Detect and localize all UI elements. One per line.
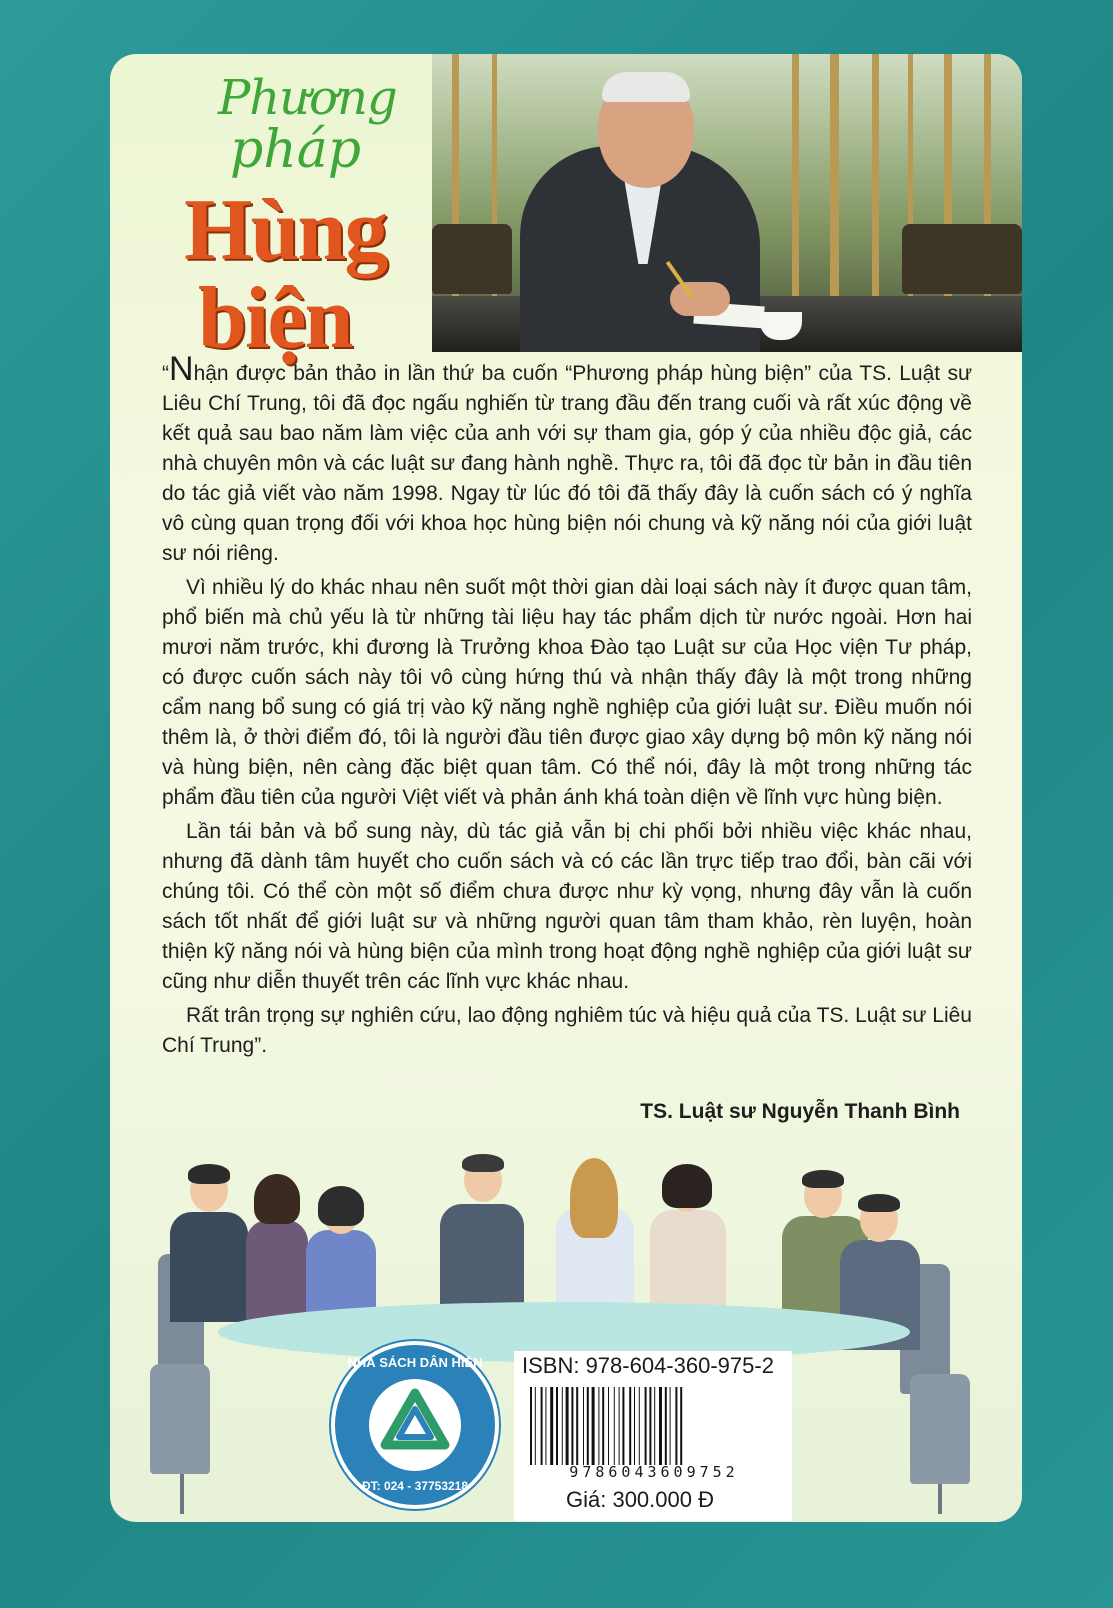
open-quote-mark: “ [162, 362, 169, 385]
quote-author: TS. Luật sư Nguyễn Thanh Bình [640, 1100, 960, 1123]
title-line-bien: biện [198, 270, 352, 367]
barcode-bar [556, 1387, 558, 1465]
chair [150, 1364, 210, 1474]
wicker-chair [432, 224, 512, 294]
barcode-bar [634, 1387, 635, 1465]
barcode-bar [649, 1387, 651, 1465]
wicker-chair [902, 224, 1022, 294]
man-hand [670, 282, 730, 316]
quote-paragraph-1 [162, 350, 972, 569]
review-quote [162, 350, 972, 1065]
publisher-phone: ĐT: 024 - 37753218 [361, 1479, 469, 1493]
isbn-number: ISBN: 978-604-360-975-2 [522, 1353, 774, 1378]
barcode-bar [545, 1387, 546, 1465]
barcode-bar [592, 1387, 595, 1465]
barcode-bar [645, 1387, 647, 1465]
man-hair [602, 72, 690, 102]
barcode-bar [571, 1387, 573, 1465]
barcode-bar [583, 1387, 584, 1465]
barcode-bar [670, 1387, 671, 1465]
barcode-bar [562, 1387, 563, 1465]
chair-leg [180, 1474, 184, 1514]
quote-paragraph-1-text: hận được bản thảo in lần thứ ba cuốn “Phương pháp hùng biện” của TS. Luật sư Liêu Chí Trung, tôi đã đọc ngấu nghiến từ trang đầu đến trang cuối và rất xúc động về kết quả sau bao năm làm việc của anh với sự tham gia, góp ý của nhiều độc giả, các nhà chuyên môn và các luật sư đang hành nghề. Thực ra, tôi đã đọc từ bản in đầu tiên do tác giả viết vào năm 1998. Ngay từ lúc đó tôi đã thấy đây là cuốn sách có ý nghĩa vô cùng quan trọng đối với khoa học hùng biện nói chung và kỹ năng nói của giới luật sư nói riêng. [162, 362, 972, 565]
quote-paragraph-4: Rất trân trọng sự nghiên cứu, lao động nghiêm túc và hiệu quả của TS. Luật sư Liêu Chí Trung”. [162, 1004, 972, 1057]
triangle-emblem-icon [369, 1379, 461, 1471]
publisher-logo [331, 1341, 499, 1509]
barcode-bar [680, 1387, 682, 1465]
barcode-bar [622, 1387, 624, 1465]
barcode-bar [665, 1387, 667, 1465]
title-line-phuong: Phương [218, 70, 397, 126]
quote-paragraph-3: Lần tái bản và bổ sung này, dù tác giả vẫn bị chi phối bởi nhiều việc khác nhau, nhưng đã dành tâm huyết cho cuốn sách và có các lần trực tiếp trao đổi, bàn cãi với chúng tôi. Có thể còn một số điểm chưa được như kỳ vọng, nhưng đây vẫn là cuốn sách tốt nhất để giới luật sư và những người quan tâm tham khảo, rèn luyện, hoàn thiện kỹ năng nói và hùng biện của mình trong hoạt động nghề nghiệp của giới luật sư cũng như diễn thuyết trên các lĩnh vực khác nhau. [162, 820, 972, 993]
barcode-bar [535, 1387, 536, 1465]
author-photo [432, 54, 1022, 352]
barcode-bar [654, 1387, 655, 1465]
title-line-hung: Hùng [184, 182, 387, 279]
barcode-bar [566, 1387, 569, 1465]
chair [910, 1374, 970, 1484]
barcode-bar [550, 1387, 553, 1465]
barcode-digits: 9786043609752 [569, 1463, 739, 1481]
barcode-bar [659, 1387, 662, 1465]
barcode-bar [602, 1387, 604, 1465]
barcode-bar [598, 1387, 599, 1465]
publisher-name: NHÀ SÁCH DÂN HIỀN [347, 1355, 483, 1370]
barcode-bar [576, 1387, 578, 1465]
logo-emblem [369, 1379, 461, 1471]
barcode-bar [629, 1387, 631, 1465]
barcode-bar [675, 1387, 677, 1465]
price-label: Giá: 300.000 Đ [566, 1487, 714, 1512]
barcode-bar [587, 1387, 589, 1465]
barcode-bar [639, 1387, 640, 1465]
barcode-bar [541, 1387, 543, 1465]
barcode [526, 1387, 782, 1465]
back-cover-panel [110, 54, 1022, 1522]
quote-paragraph-2: Vì nhiều lý do khác nhau nên suốt một thời gian dài loại sách này ít được quan tâm, phổ biến mà chủ yếu là từ những tài liệu hay tác phẩm dịch từ nước ngoài. Hơn hai mươi năm trước, khi đương là Trưởng khoa Đào tạo Luật sư của Học viện Tư pháp, có được cuốn sách này tôi vô cùng hứng thú và nhận thấy đây là một trong những cẩm nang bổ sung có giá trị vào kỹ năng nghề nghiệp của giới luật sư. Điều muốn nói thêm là, ở thời điểm đó, tôi là người đầu tiên được giao xây dựng bộ môn kỹ năng nói và hùng biện, nên càng đặc biệt quan tâm. Có thể nói, đây là một trong những tác phẩm đầu tiên của người Việt viết và phản ánh khá toàn diện về lĩnh vực hùng biện. [162, 576, 972, 809]
chair-leg [938, 1484, 942, 1514]
barcode-bar [614, 1387, 615, 1465]
barcode-bar [619, 1387, 620, 1465]
barcode-bar [530, 1387, 532, 1465]
barcode-bar [608, 1387, 609, 1465]
isbn-block [514, 1351, 792, 1521]
title-line-phap: pháp [230, 120, 362, 180]
dropcap-letter: N [169, 350, 194, 388]
